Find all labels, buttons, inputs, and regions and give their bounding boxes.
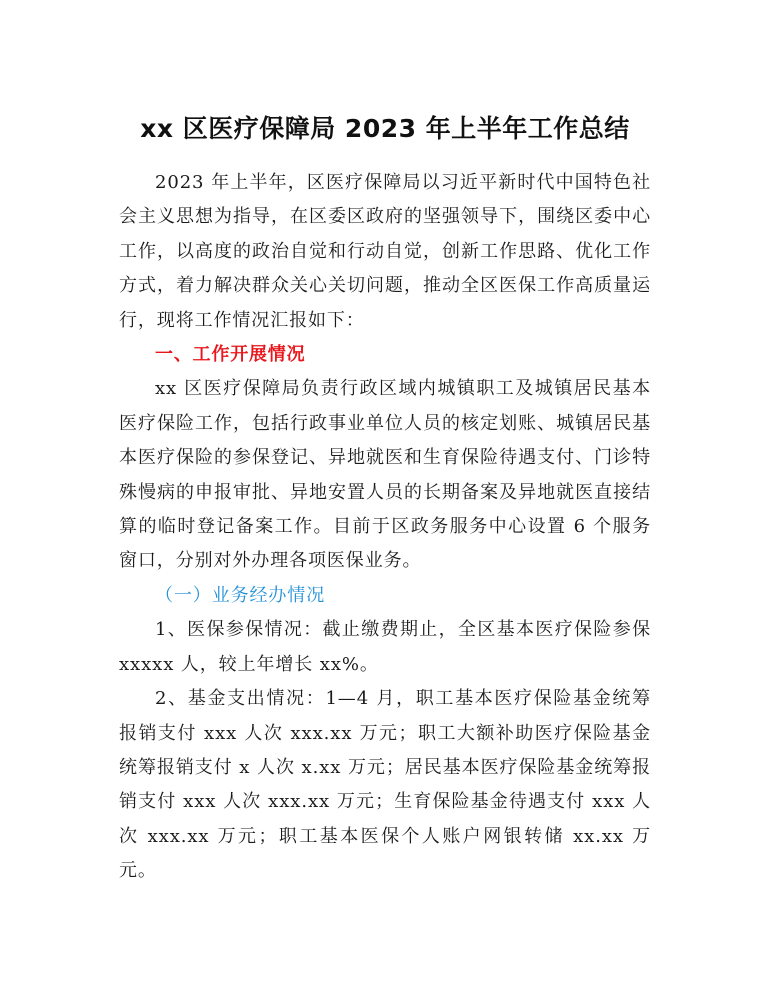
- intro-paragraph: 2023 年上半年，区医疗保障局以习近平新时代中国特色社会主义思想为指导，在区委区政府的坚强领导下，围绕区委中心工作，以高度的政治自觉和行动自觉，创新工作思路、优化工作方式，着力解决群众关心关切问题，推动全区医保工作高质量运行，现将工作情况汇报如下：: [119, 172, 651, 331]
- section-body-paragraph: xx 区医疗保障局负责行政区域内城镇职工及城镇居民基本医疗保险工作，包括行政事业单位人员的核定划账、城镇居民基本医疗保险的参保登记、异地就医和生育保险待遇支付、门诊特殊慢病的申报审批、异地安置人员的长期备案及异地就医直接结算的临时登记备案工作。目前于区政务服务中心设置 6 个服务窗口，分别对外办理各项医保业务。: [119, 378, 651, 572]
- section-heading-work-status: 一、工作开展情况: [155, 344, 306, 366]
- document-body: [119, 166, 651, 889]
- subsection-heading-business: （一）业务经办情况: [155, 584, 326, 606]
- document-title: xx 区医疗保障局 2023 年上半年工作总结: [140, 114, 630, 143]
- item-fund-expenditure: 2、基金支出情况：1—4 月，职工基本医疗保险基金统筹报销支付 xxx 人次 xxx.xx 万元；职工大额补助医疗保险基金统筹报销支付 x 人次 x.xx 万元；居民基本医疗保险基金统筹报销支付 xxx 人次 xxx.xx 万元；生育保险基金待遇支付 xxx 人次 xxx.xx 万元；职工基本医保个人账户网银转储 xx.xx 万元。: [119, 688, 651, 882]
- item-insurance-enrollment: 1、医保参保情况：截止缴费期止，全区基本医疗保险参保 xxxxx 人，较上年增长 xx%。: [119, 619, 651, 675]
